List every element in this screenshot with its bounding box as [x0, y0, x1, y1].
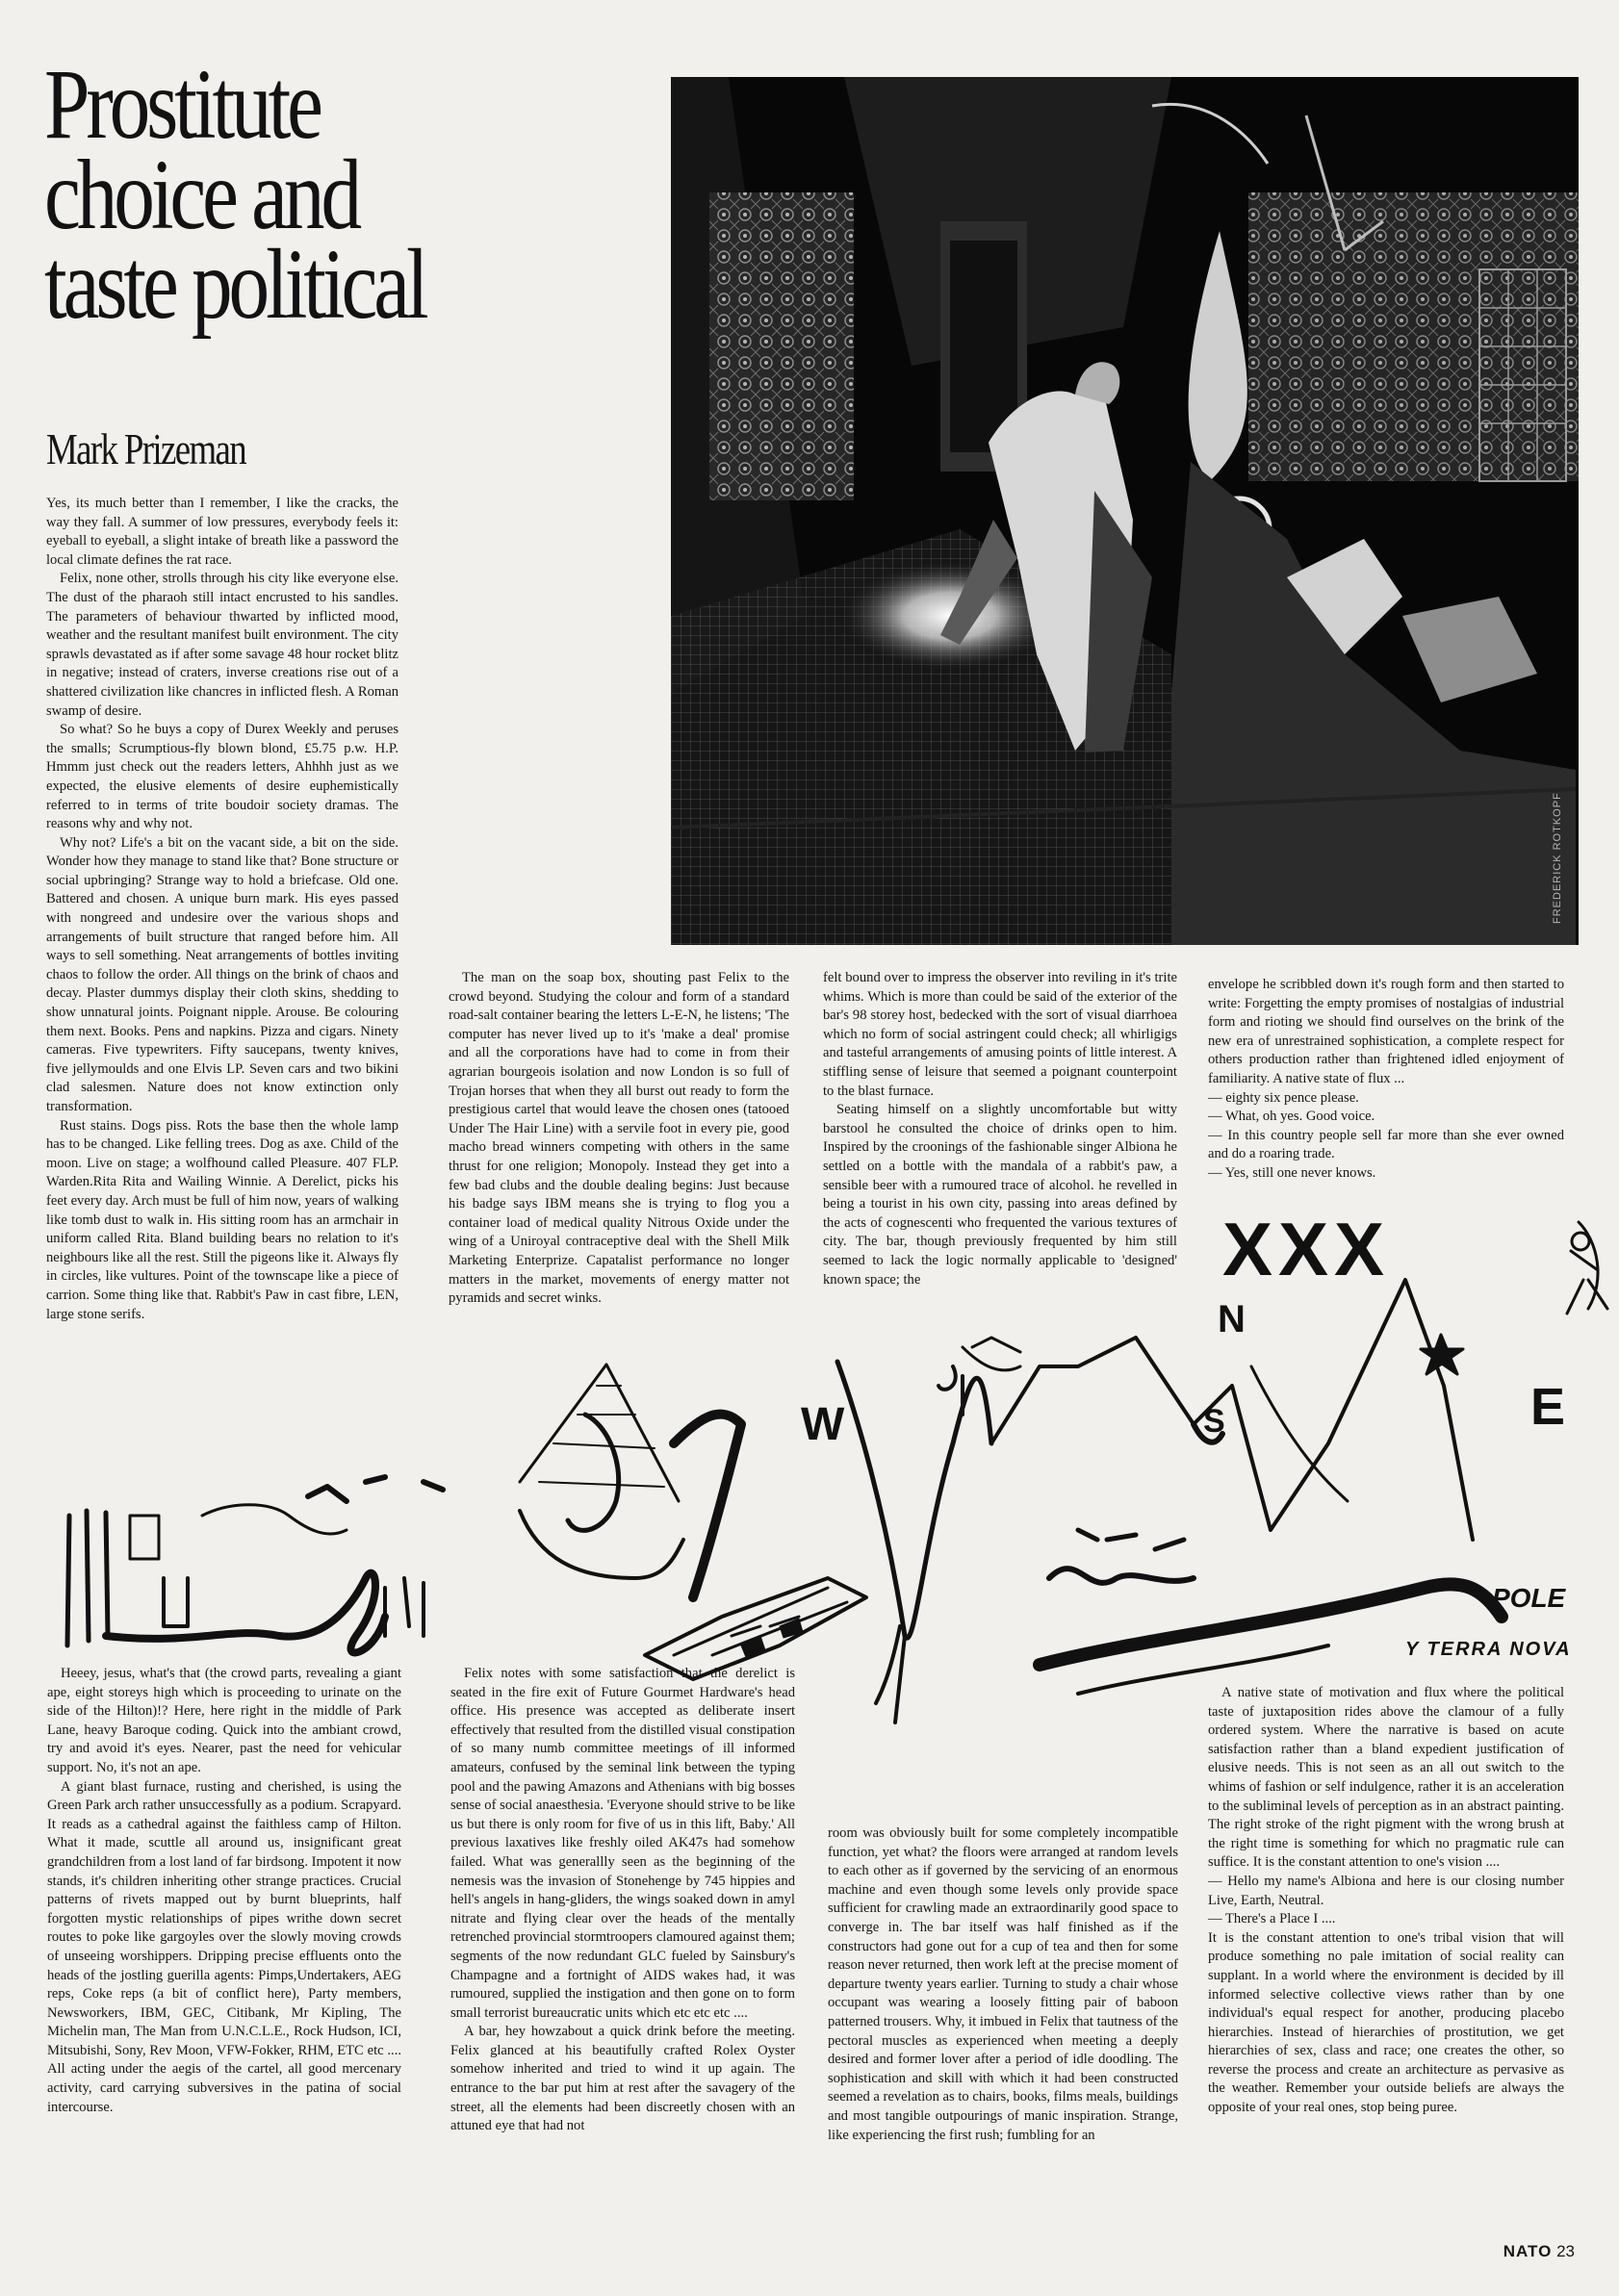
paragraph: A giant blast furnace, rusting and cherished, is using the Green Park arch rather unsuccessfully as a podium. Scrapyard. It reads as a cathedral against the faithless camp of Hilton. What it made, scuttle all around us, insignificant great grandchildren from a lost land of far birdsong. Impotent it now stands, it's children inheriting other strange practices. Crucial patterns of rivets mapped out by burnt blueprints, half forgotten mystic relationships of pipes writhe down secret routes to poke like gargoyles over the slowly moving crowds of unseeing worshippers. Dripping precise effluents onto the heads of the jostling guerilla agents: Pimps,Undertakers, AEG reps, Coke reps (a bit of conflict here), Party members, Newsworkers, IBM, GEC, Citibank, Mr Kipling, The Michelin man, The Man from U.N.C.L.E., Rock Hudson, ICI, Mitsubishi, Sony, Rev Moon, VFW-Fokker, RHM, ETC etc .... All acting under the aegis of the cartel, all good mercenary activity, card carrying subversives in the patina of social intercourse.: [47, 1778, 401, 2115]
sketch-label-w: W: [801, 1399, 845, 1450]
title-line: Prostitute: [44, 49, 320, 160]
paragraph: Felix notes with some satisfaction that the derelict is seated in the fire exit of Future Gourmet Hardware's head office. His presence was accepted as deliberate insert effectively that resulted from the distilled visual constipation of so many numb committee meetings of ill informed amateurs, confused by the seminal link between the typing pool and the pawing Amazons and Athenians with big bosses sense of social anaesthesia. 'Everyone should strive to be like us but there is only room for five of us in this lift, Baby.' All previous laxatives like freshly oiled AK47s had somehow failed. What was generallly seen as the beginning of the nemesis was the invasion of Stonehenge by 745 hippies and hell's angels in hang-gliders, the wings soaked down in amyl nitrate and flying clear over the heads of the mentally retrenched provincial stormtroopers clamoured against them; segments of the now redundant GLC fueled by Sainsbury's Champagne and a fortnight of AIDS wakes had, it was rumoured, supplied the instigation and then gone on to form small terrorist bureaucratic units which etc etc etc ....: [450, 1666, 795, 2021]
text-column-4: [1208, 976, 1564, 1184]
photo-credit: FREDERICK ROTKOPF: [1552, 792, 1563, 924]
text-column-6: [450, 1665, 795, 2136]
sketch-label-s: S: [1203, 1403, 1225, 1440]
page-number: 23: [1556, 2242, 1575, 2260]
paragraph: Yes, its much better than I remember, I like the cracks, the way they fall. A summer of low pressures, everybody feels it: eyeball to eyeball, a slight intake of breath like a password the local climate defines the rat race.: [46, 496, 398, 568]
paragraph: The man on the soap box, shouting past Felix to the crowd beyond. Studying the colour and form of a standard road-salt container bearing the letters L-E-N, he listens; 'The computer has never lived up to it's 'make a deal' promise and all the corporations have had to come in from their agrarian bourgeois isolation and now London is so full of Trojan horses that when they all burst out ready to form the prestigious cartel that would leave the chosen ones (tatooed Under The Hair Line) with a servile foot in every pie, good macho bread winners competing with others in the same thrust for one religion; Monopoly. Instead they get into a few bad clubs and the double dealing begins: Just because his badge says IBM means she is trying to flog you a container load of medical quality Nitrous Oxide under the wing of a Uniroyal contraceptive deal with the Shell Milk Marketing Enterprize. Capatalist performance no longer matters in the market, movements of energy matter not pyramids and secret winks.: [449, 970, 789, 1307]
dialogue-line: — What, oh yes. Good voice.: [1208, 1109, 1375, 1125]
article-title: [44, 49, 486, 341]
dialogue-line: — There's a Place I ....: [1208, 1911, 1336, 1927]
sketch-label-terra-nova: Y TERRA NOVA: [1405, 1639, 1572, 1660]
bar-photograph: [671, 77, 1579, 945]
dialogue-line: — In this country people sell far more than she ever owned and do a roaring trade.: [1208, 1127, 1564, 1162]
paragraph: Heeey, jesus, what's that (the crowd parts, revealing a giant ape, eight storeys high which is proceeding to urinate on the side of the Hilton)!? Here, here right in the middle of Park Lane, heavy Baroque coding. Quick into the ambiant crowd, try and avoid it's eyes. Nearer, past the need for vehicular support. No, it's not an ape.: [47, 1666, 401, 1775]
paragraph: Felix, none other, strolls through his city like everyone else. The dust of the pharaoh still intact encrusted to his sandles. The parameters of behaviour thwarted by inflicted mood, weather and the resultant manifest built environment. The city sprawls devastated as if after some savage 48 hour rocket blitz in negative; instead of craters, inverse creations rise out of a shattered civilization like chancres in inflicted flesh. A Roman swamp of desire.: [46, 571, 398, 719]
page-footer: [1503, 2242, 1575, 2261]
paragraph: So what? So he buys a copy of Durex Weekly and peruses the smalls; Scrumptious-fly blown blond, £5.75 p.w. H.P. Hmmm just check out the readers letters, Ahhhh just as we expected, the elusive elements of desire euphemistically referred to in terms of trite boudoir society dramas. The reasons why and why not.: [46, 722, 398, 832]
sketch-label-e: E: [1530, 1378, 1566, 1436]
text-column-3: [823, 969, 1177, 1289]
magazine-name: NATO: [1503, 2242, 1553, 2260]
paragraph: room was obviously built for some completely incompatible function, yet what? the floors were arranged at random levels to each other as if governed by the servicing of an enormous machine and even though some levels only provide space sufficient for crawling made an extraordinarily good space to converge in. The bar itself was half finished as if the constructors had gone out for a cup of tea and then for some reason never returned, then work left at the precise moment of departure twenty years earlier. Turning to study a chair whose occupant was wearing a loosely fitting pair of baboon patterned trousers. Why, it imbued in Felix that tautness of the pectoral muscles as experienced when meeting a deeply desired and former lover after a period of idle doodling. The sophistication and skill with which it had been constructed seemed a revelation as to chairs, books, films meals, buildings and most tangible outpourings of manic inspiration. Strange, like experiencing the first rush; fumbling for an: [828, 1825, 1178, 2143]
title-line: taste political: [44, 229, 425, 341]
paragraph: A bar, hey howzabout a quick drink before the meeting. Felix glanced at his beautifully crafted Rolex Oyster somehow inherited and tried to wind it up again. The entrance to the bar put him at rest after the savagery of the street, all the elements had been discreetly chosen with an attuned eye that had not: [450, 2024, 795, 2134]
paragraph: envelope he scribbled down it's rough form and then started to write: Forgetting the empty promises of nostalgias of industrial form and rioting we should find ourselves on the brink of the new era of unrestrained sophistication, a complete respect for others production rather than frightened idled enjoyment of familiarity. A native state of flux ...: [1208, 977, 1564, 1086]
dialogue-line: — eighty six pence please.: [1208, 1089, 1359, 1106]
text-column-8: [1208, 1684, 1564, 2118]
text-column-2: [449, 969, 789, 1309]
text-column-7: [828, 1824, 1178, 2145]
dialogue-line: — Hello my name's Albiona and here is our closing number Live, Earth, Neutral.: [1208, 1873, 1564, 1908]
title-line: choice and: [44, 139, 358, 250]
dialogue-line: — Yes, still one never knows.: [1208, 1164, 1376, 1181]
text-column-5: [47, 1665, 401, 2117]
photo-illustration: [671, 77, 1579, 945]
sketch-label-pole: POLE: [1492, 1583, 1566, 1613]
text-column-1: [46, 495, 398, 1324]
sketch-label-xxx: XXX: [1222, 1207, 1391, 1291]
paragraph: Why not? Life's a bit on the vacant side, a bit on the side. Wonder how they manage to stand like that? Bone structure or social upbringing? Strange way to hold a briefcase. Old one. Battered and chosen. A unique burn mark. His eyes passed with nongreed and undesire over the various shops and arrangements of built structure that ranged before him. All ways to sell something. Neat arrangements of bottles inviting chaos to follow the order. All things on the brink of chaos and decay. Plaster dummys display their cloth skins, shedding to show unnatural joints. Poignant nipple. Arouse. Be colouring them next. Books. Pens and napkins. Pizza and cigars. Ninety cameras. Five typewriters. Fifty saucepans, twenty knives, five jellymoulds and one Elvis LP. Seven cars and two bikini clad salesmen. Nature does not know extinction only transformation.: [46, 834, 398, 1114]
paragraph: felt bound over to impress the observer into reviling in it's trite whims. Which is more than could be said of the exterior of the bar's 98 storey host, bedecked with the sort of visual diarrhoea which no form of social astringent could check; all whirligigs and tasteful arrangements of amusing points of little interest. A stiffling sense of leisure that seemed a poignant counterpoint to the blast furnace.: [823, 970, 1178, 1099]
paragraph: A native state of motivation and flux where the political taste of juxtaposition rides above the clamour of a fully ordered system. Where the narrative is based on acute satisfaction rather than a bland expedient justification of elusive needs. This is not seen as an all out switch to the whims of fashion or self indulgence, rather it is an acceleration to the subliminal levels of perception as in an abstract painting. The right stroke of the right pigment with the wrong brush at the right time is something for which no pragmatic rule can suffice. It is the constant attention to one's vision ....: [1208, 1685, 1564, 1871]
sketch-label-n: N: [1218, 1298, 1246, 1340]
paragraph: It is the constant attention to one's tribal vision that will produce something no pale imitation of social reality can supplant. In a world where the environment is decided by ill informed selective collective views rather than by one individual's equal respect for another, producing placebo hierarchies. Instead of hierarchies of prostitution, we get hierarchies of sex, class and race; one creates the other, so reverse the process and create an architecture as pervasive as the weather. Remember your outside beliefs are always the opposite of your real ones, stop being puree.: [1208, 1929, 1564, 2116]
paragraph: Rust stains. Dogs piss. Rots the base then the whole lamp has to be changed. Like felling trees. Dog as axe. Child of the moon. Live on stage; a wolfhound called Pleasure. 407 FLP. Warden.Rita Rita and Wailing Winnie. A Derelict, picks his feet every day. Arch must be full of him now, years of walking like tomb dust to walk in. His sitting room has an armchair in uniform called Rita. Bland building bears no relation to it's neighbours like all the rest. Still the pigeons like it. Always fly in circles, like vultures. Point of the townscape like a piece of carrion. Some thing like that. Rabbit's Paw in cast fibre, LEN, large stone serifs.: [46, 1117, 398, 1322]
author-byline: Mark Prizeman: [46, 424, 246, 473]
paragraph: Seating himself on a slightly uncomfortable but witty barstool he consulted the choice of drinks open to him. Inspired by the croonings of the fashionable singer Albiona he settled on a bottle with the mandala of a rabbit's paw, a sensible beer with a rumoured trace of alcohol. he revelled in being a tourist in his own city, passing into areas defined by the acts of cognescenti who frequented the various textures of city. The bar, though previously frequented by him still seemed to lack the logic normally applicable to 'designed' known space; the: [823, 1102, 1177, 1288]
